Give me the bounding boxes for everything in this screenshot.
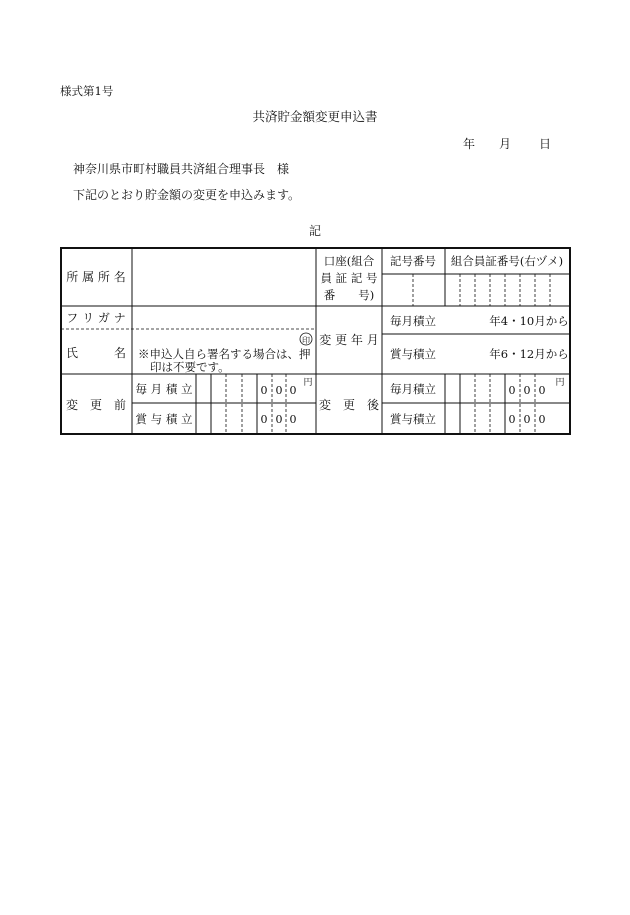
date-month-label: 月 (499, 137, 512, 151)
before-bonus-label: 賞 与 積 立 (135, 412, 193, 426)
after-monthly-zero: 0 (523, 384, 531, 397)
symbol-number-label: 記号番号 (390, 254, 436, 268)
ki-heading: 記 (308, 224, 321, 238)
date-day-label: 日 (539, 137, 552, 151)
date-year-label: 年 (463, 137, 476, 151)
before-bonus-zero: 0 (275, 413, 283, 426)
name-label: 氏 名 (65, 346, 127, 360)
signature-note-line2: 印は不要です。 (150, 360, 230, 374)
before-bonus-zero: 0 (260, 413, 268, 426)
before-monthly-zero: 0 (260, 384, 268, 397)
after-bonus-zero: 0 (523, 413, 531, 426)
signature-note-line1: ※申込人自ら署名する場合は、押 (138, 347, 311, 361)
before-yen-unit: 円 (303, 378, 313, 388)
member-id-label: 組合員証番号(右ヅメ) (450, 254, 564, 268)
monthly-timing: 年4・10月から (489, 314, 569, 328)
bonus-timing: 年6・12月から (489, 347, 569, 361)
after-monthly-zero: 0 (508, 384, 516, 397)
before-label: 変 更 前 (65, 398, 127, 412)
after-yen-unit: 円 (555, 378, 565, 388)
addressee: 神奈川県市町村職員共済組合理事長 様 (73, 162, 290, 176)
form-number: 様式第1号 (60, 84, 114, 98)
application-form-table (60, 247, 571, 435)
monthly-label-after-month: 毎月積立 (390, 314, 436, 328)
furigana-label: フ リ ガ ナ (66, 311, 126, 325)
after-bonus-label: 賞与積立 (390, 412, 436, 426)
before-monthly-label: 毎 月 積 立 (135, 382, 193, 396)
date-line (463, 138, 551, 150)
before-monthly-zero: 0 (289, 384, 297, 397)
before-monthly-zero: 0 (275, 384, 283, 397)
after-bonus-zero: 0 (508, 413, 516, 426)
seal-mark: 印 (302, 336, 310, 345)
before-bonus-zero: 0 (289, 413, 297, 426)
intro-text: 下記のとおり貯金額の変更を申込みます。 (73, 188, 301, 202)
change-month-label: 変 更 年 月 (319, 333, 379, 347)
bonus-label-after-month: 賞与積立 (390, 347, 436, 361)
account-label-line3: 番 号) (323, 288, 375, 302)
form-table-grid (60, 247, 571, 435)
account-label-line1: 口座(組合 (323, 254, 375, 268)
after-monthly-zero: 0 (538, 384, 546, 397)
after-bonus-zero: 0 (538, 413, 546, 426)
affiliation-label: 所 属 所 名 (66, 270, 126, 284)
after-label: 変 更 後 (318, 398, 380, 412)
after-monthly-label: 毎月積立 (390, 382, 436, 396)
account-label-line2: 員 証 記 号 (320, 271, 378, 285)
document-title: 共済貯金額変更申込書 (252, 109, 378, 124)
